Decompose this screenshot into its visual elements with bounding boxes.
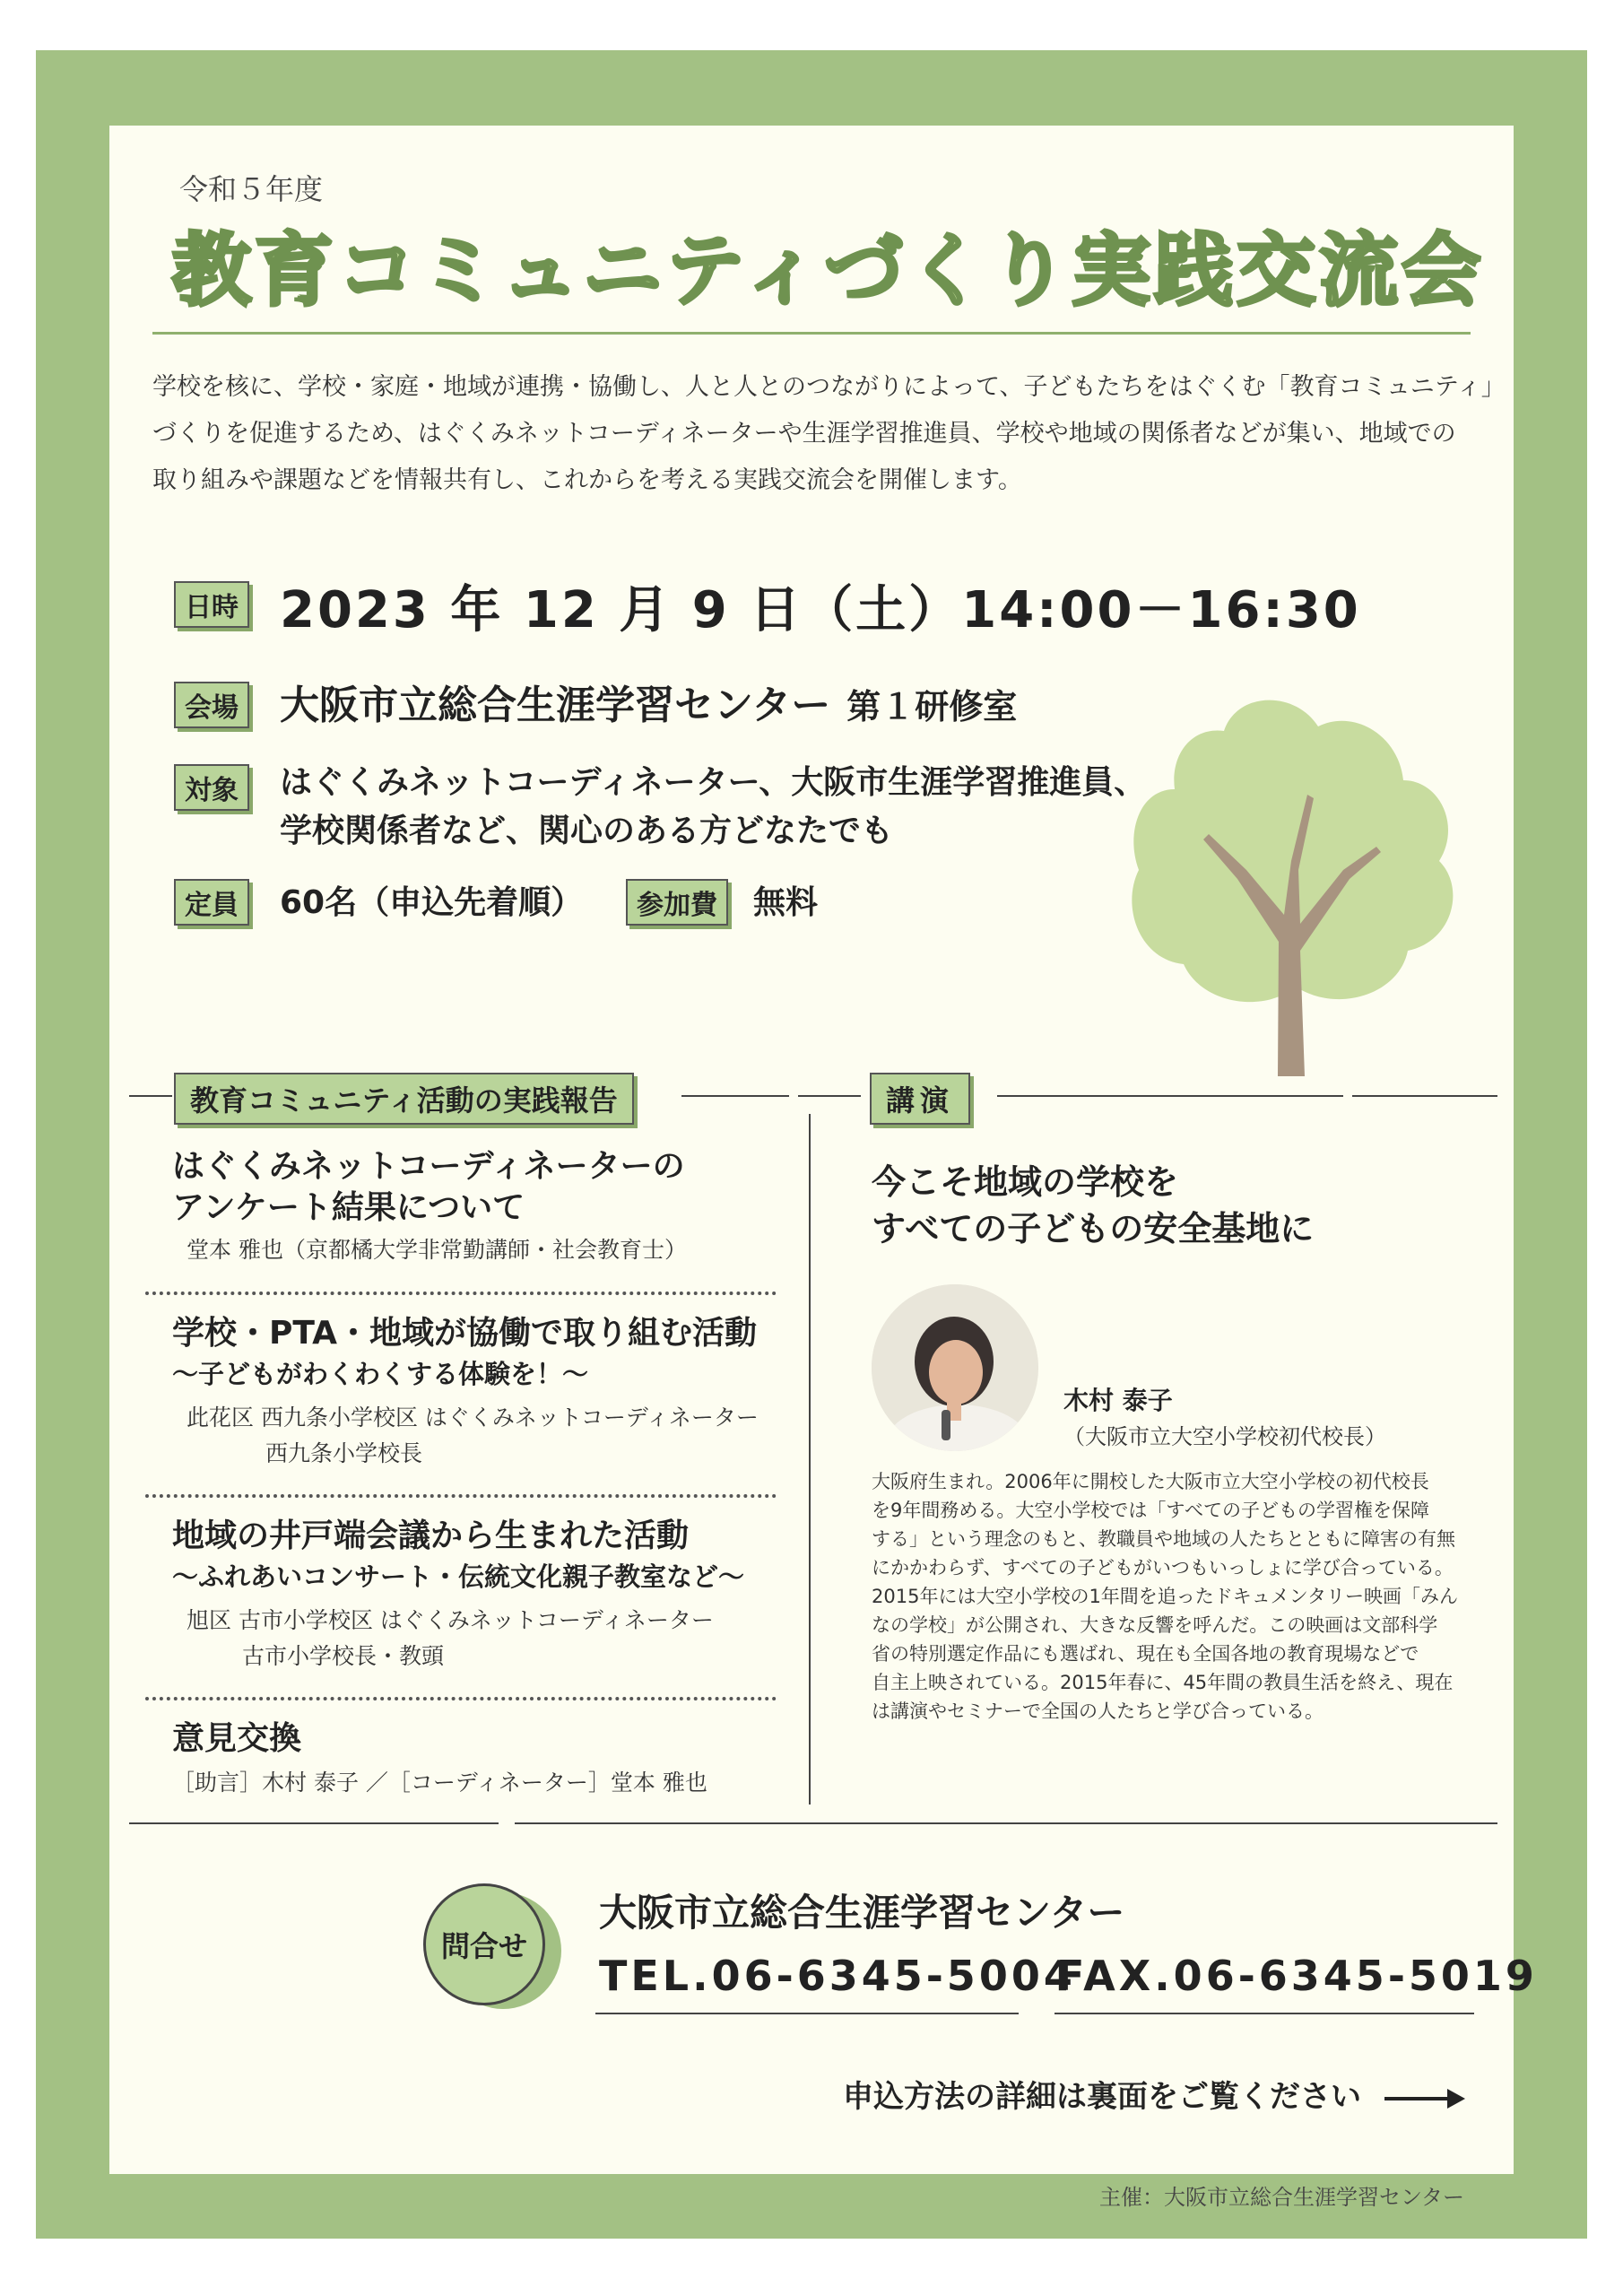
report-presenter: 古市小学校長・教頭 <box>242 1643 445 1669</box>
report-presenter: 此花区 西九条小学校区 はぐくみネットコーディネーター <box>187 1405 759 1431</box>
contact-badge: 問合せ <box>423 1883 545 2005</box>
venue-name: 大阪市立総合生涯学習センター <box>280 683 831 728</box>
bio-line: 2015年には大空小学校の1年間を追ったドキュメンタリー映画「みん <box>872 1586 1458 1607</box>
contact-fax: FAX.06-6345-5019 <box>1056 1952 1538 2000</box>
reports-heading: 教育コミュニティ活動の実践報告 <box>174 1073 634 1125</box>
tree-illustration <box>1121 655 1462 1085</box>
target-label: 対象 <box>174 764 249 811</box>
section-rule <box>1352 1095 1497 1097</box>
intro-text <box>152 364 1506 504</box>
bottom-rule <box>129 1822 499 1824</box>
bio-line: する」という理念のもと、教職員や地域の人たちとともに障害の有無 <box>872 1528 1455 1550</box>
arrow-right-icon <box>1384 2085 1465 2112</box>
target-line: 学校関係者など、関心のある方どなたでも <box>280 813 894 849</box>
venue-label: 会場 <box>174 682 249 728</box>
intro-line: 取り組みや課題などを情報共有し、これからを考える実践交流会を開催します。 <box>152 466 1022 494</box>
speaker-photo <box>872 1284 1038 1451</box>
report-title: 学校・PTA・地域が協働で取り組む活動 <box>172 1315 758 1352</box>
report-presenter: ［助言］木村 泰子 ／［コーディネーター］堂本 雅也 <box>172 1770 707 1796</box>
report-presenter: 堂本 雅也（京都橘大学非常勤講師・社会教育士） <box>187 1237 687 1263</box>
speaker-portrait <box>872 1284 1038 1451</box>
contact-org: 大阪市立総合生涯学習センター <box>599 1891 1125 1935</box>
intro-line: づくりを促進するため、はぐくみネットコーディネーターや生涯学習推進員、学校や地域の関係者などが集い、地域での <box>152 420 1456 448</box>
bio-line: にかかわらず、すべての子どもがいつもいっしょに学び合っている。 <box>872 1557 1454 1578</box>
date-label: 日時 <box>174 581 249 628</box>
report-subtitle: ～子どもがわくわくする体験を！～ <box>172 1359 589 1389</box>
speaker-bio <box>872 1467 1481 1726</box>
bottom-rule <box>515 1822 1497 1824</box>
venue-room: 第１研修室 <box>846 687 1018 726</box>
bio-line: なの学校」が公開され、大きな反響を呼んだ。この映画は文部科学 <box>872 1614 1438 1636</box>
venue-value <box>280 673 1017 730</box>
fax-underline <box>1055 2013 1474 2014</box>
organizer: 主催：大阪市立総合生涯学習センター <box>1099 2185 1465 2210</box>
bio-line: は講演やセミナーで全国の人たちと学び合っている。 <box>872 1700 1324 1722</box>
bio-line: 大阪府生まれ。2006年に開校した大阪市立大空小学校の初代校長 <box>872 1471 1429 1492</box>
lecture-title-line: すべての子どもの安全基地に <box>872 1209 1315 1248</box>
tel-underline <box>595 2013 1019 2014</box>
dotted-divider <box>145 1697 777 1700</box>
target-value <box>280 759 1146 856</box>
target-line: はぐくみネットコーディネーター、大阪市生涯学習推進員、 <box>280 764 1147 801</box>
report-title: 地域の井戸端会議から生まれた活動 <box>172 1518 690 1554</box>
column-divider <box>809 1114 811 1805</box>
bio-line: を9年間務める。大空小学校では「すべての子どもの学習権を保障 <box>872 1500 1429 1521</box>
lecture-title <box>872 1159 1314 1252</box>
report-item <box>172 1718 707 1801</box>
bio-line: 省の特別選定作品にも選ばれ、現在も全国各地の教育現場などで <box>872 1643 1419 1665</box>
apply-note-text: 申込方法の詳細は裏面をご覧ください <box>843 2079 1361 2115</box>
report-title: はぐくみネットコーディネーターの <box>172 1148 685 1185</box>
report-presenter: 西九条小学校長 <box>265 1440 423 1466</box>
report-title: 意見交換 <box>172 1720 302 1757</box>
intro-line: 学校を核に、学校・家庭・地域が連携・協働し、人と人とのつながりによって、子どもたちをはぐくむ「教育コミュニティ」 <box>152 373 1506 401</box>
apply-note <box>843 2072 1465 2116</box>
lecture-heading: 講演 <box>870 1073 970 1125</box>
report-item <box>172 1146 687 1268</box>
dotted-divider <box>145 1494 777 1498</box>
speaker-name: 木村 泰子 <box>1063 1386 1173 1415</box>
lecture-title-line: 今こそ地域の学校を <box>872 1162 1179 1202</box>
section-rule <box>681 1095 789 1097</box>
report-item <box>172 1516 744 1674</box>
bio-line: 自主上映されている。2015年春に、45年間の教員生活を終え、現在 <box>872 1672 1454 1693</box>
report-presenter: 旭区 古市小学校区 はぐくみネットコーディネーター <box>187 1607 714 1633</box>
section-rule <box>129 1095 172 1097</box>
report-subtitle: ～ふれあいコンサート・伝統文化親子教室など～ <box>172 1561 745 1592</box>
page-title: 教育コミュニティづくり実践交流会 <box>172 224 1485 317</box>
dotted-divider <box>145 1292 777 1295</box>
event-date: 2023 年 12 月 9 日（土）14:00－16:30 <box>280 581 1361 639</box>
report-item <box>172 1313 759 1472</box>
capacity-label: 定員 <box>174 879 249 926</box>
capacity-value: 60名（申込先着順） <box>280 884 584 921</box>
speaker-role: （大阪市立大空小学校初代校長） <box>1063 1424 1386 1449</box>
fee-label: 参加費 <box>626 879 728 926</box>
fee-value: 無料 <box>753 884 819 921</box>
contact-tel: TEL.06-6345-5004 <box>599 1952 1076 2000</box>
section-rule <box>798 1095 861 1097</box>
fiscal-year: 令和５年度 <box>179 172 324 206</box>
report-title: アンケート結果について <box>172 1189 525 1226</box>
title-divider <box>152 332 1471 335</box>
section-rule <box>997 1095 1343 1097</box>
